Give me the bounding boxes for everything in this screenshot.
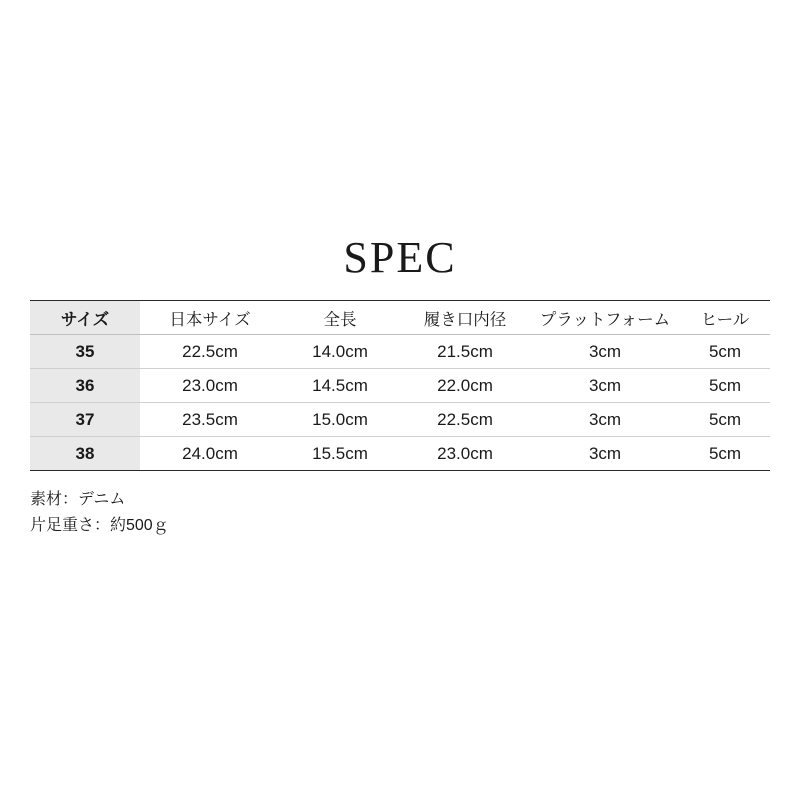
cell-total-length: 15.5cm (312, 443, 368, 463)
table-row (30, 437, 770, 471)
table-header (30, 301, 770, 335)
spec-table-container (30, 300, 770, 471)
cell-platform: 3cm (588, 409, 622, 429)
column-header-opening-diameter: 履き口内径 (423, 310, 507, 329)
cell-heel: 5cm (708, 341, 742, 361)
cell-opening-diameter: 21.5cm (437, 341, 493, 361)
column-header-size: サイズ (30, 301, 140, 335)
cell-japan-size: 22.5cm (182, 341, 238, 361)
spec-table (30, 300, 770, 471)
cell-heel: 5cm (708, 409, 742, 429)
cell-opening-diameter: 23.0cm (437, 443, 493, 463)
cell-japan-size: 23.5cm (182, 409, 238, 429)
table-row (30, 335, 770, 369)
cell-platform: 3cm (588, 375, 622, 395)
table-header-row (30, 301, 770, 335)
note-weight: 片足重さ：約500ｇ (30, 517, 169, 535)
cell-size: 35 (30, 335, 140, 369)
table-row (30, 369, 770, 403)
column-header-japan-size: 日本サイズ (169, 310, 251, 329)
page-title: SPEC (343, 233, 457, 282)
cell-size: 38 (30, 437, 140, 471)
cell-platform: 3cm (588, 443, 622, 463)
cell-platform: 3cm (588, 341, 622, 361)
cell-japan-size: 23.0cm (182, 375, 238, 395)
cell-total-length: 14.5cm (312, 375, 368, 395)
column-header-platform: プラットフォーム (539, 310, 671, 329)
column-header-heel: ヒール (700, 310, 750, 329)
cell-heel: 5cm (708, 443, 742, 463)
note-material: 素材：デニム (30, 491, 126, 508)
table-body (30, 335, 770, 471)
cell-heel: 5cm (708, 375, 742, 395)
cell-total-length: 15.0cm (312, 409, 368, 429)
table-row (30, 403, 770, 437)
cell-opening-diameter: 22.0cm (437, 375, 493, 395)
column-header-total-length: 全長 (323, 310, 357, 329)
cell-japan-size: 24.0cm (182, 443, 238, 463)
cell-size: 36 (30, 369, 140, 403)
spec-notes (30, 487, 169, 540)
cell-total-length: 14.0cm (312, 341, 368, 361)
cell-opening-diameter: 22.5cm (437, 409, 493, 429)
cell-size: 37 (30, 403, 140, 437)
